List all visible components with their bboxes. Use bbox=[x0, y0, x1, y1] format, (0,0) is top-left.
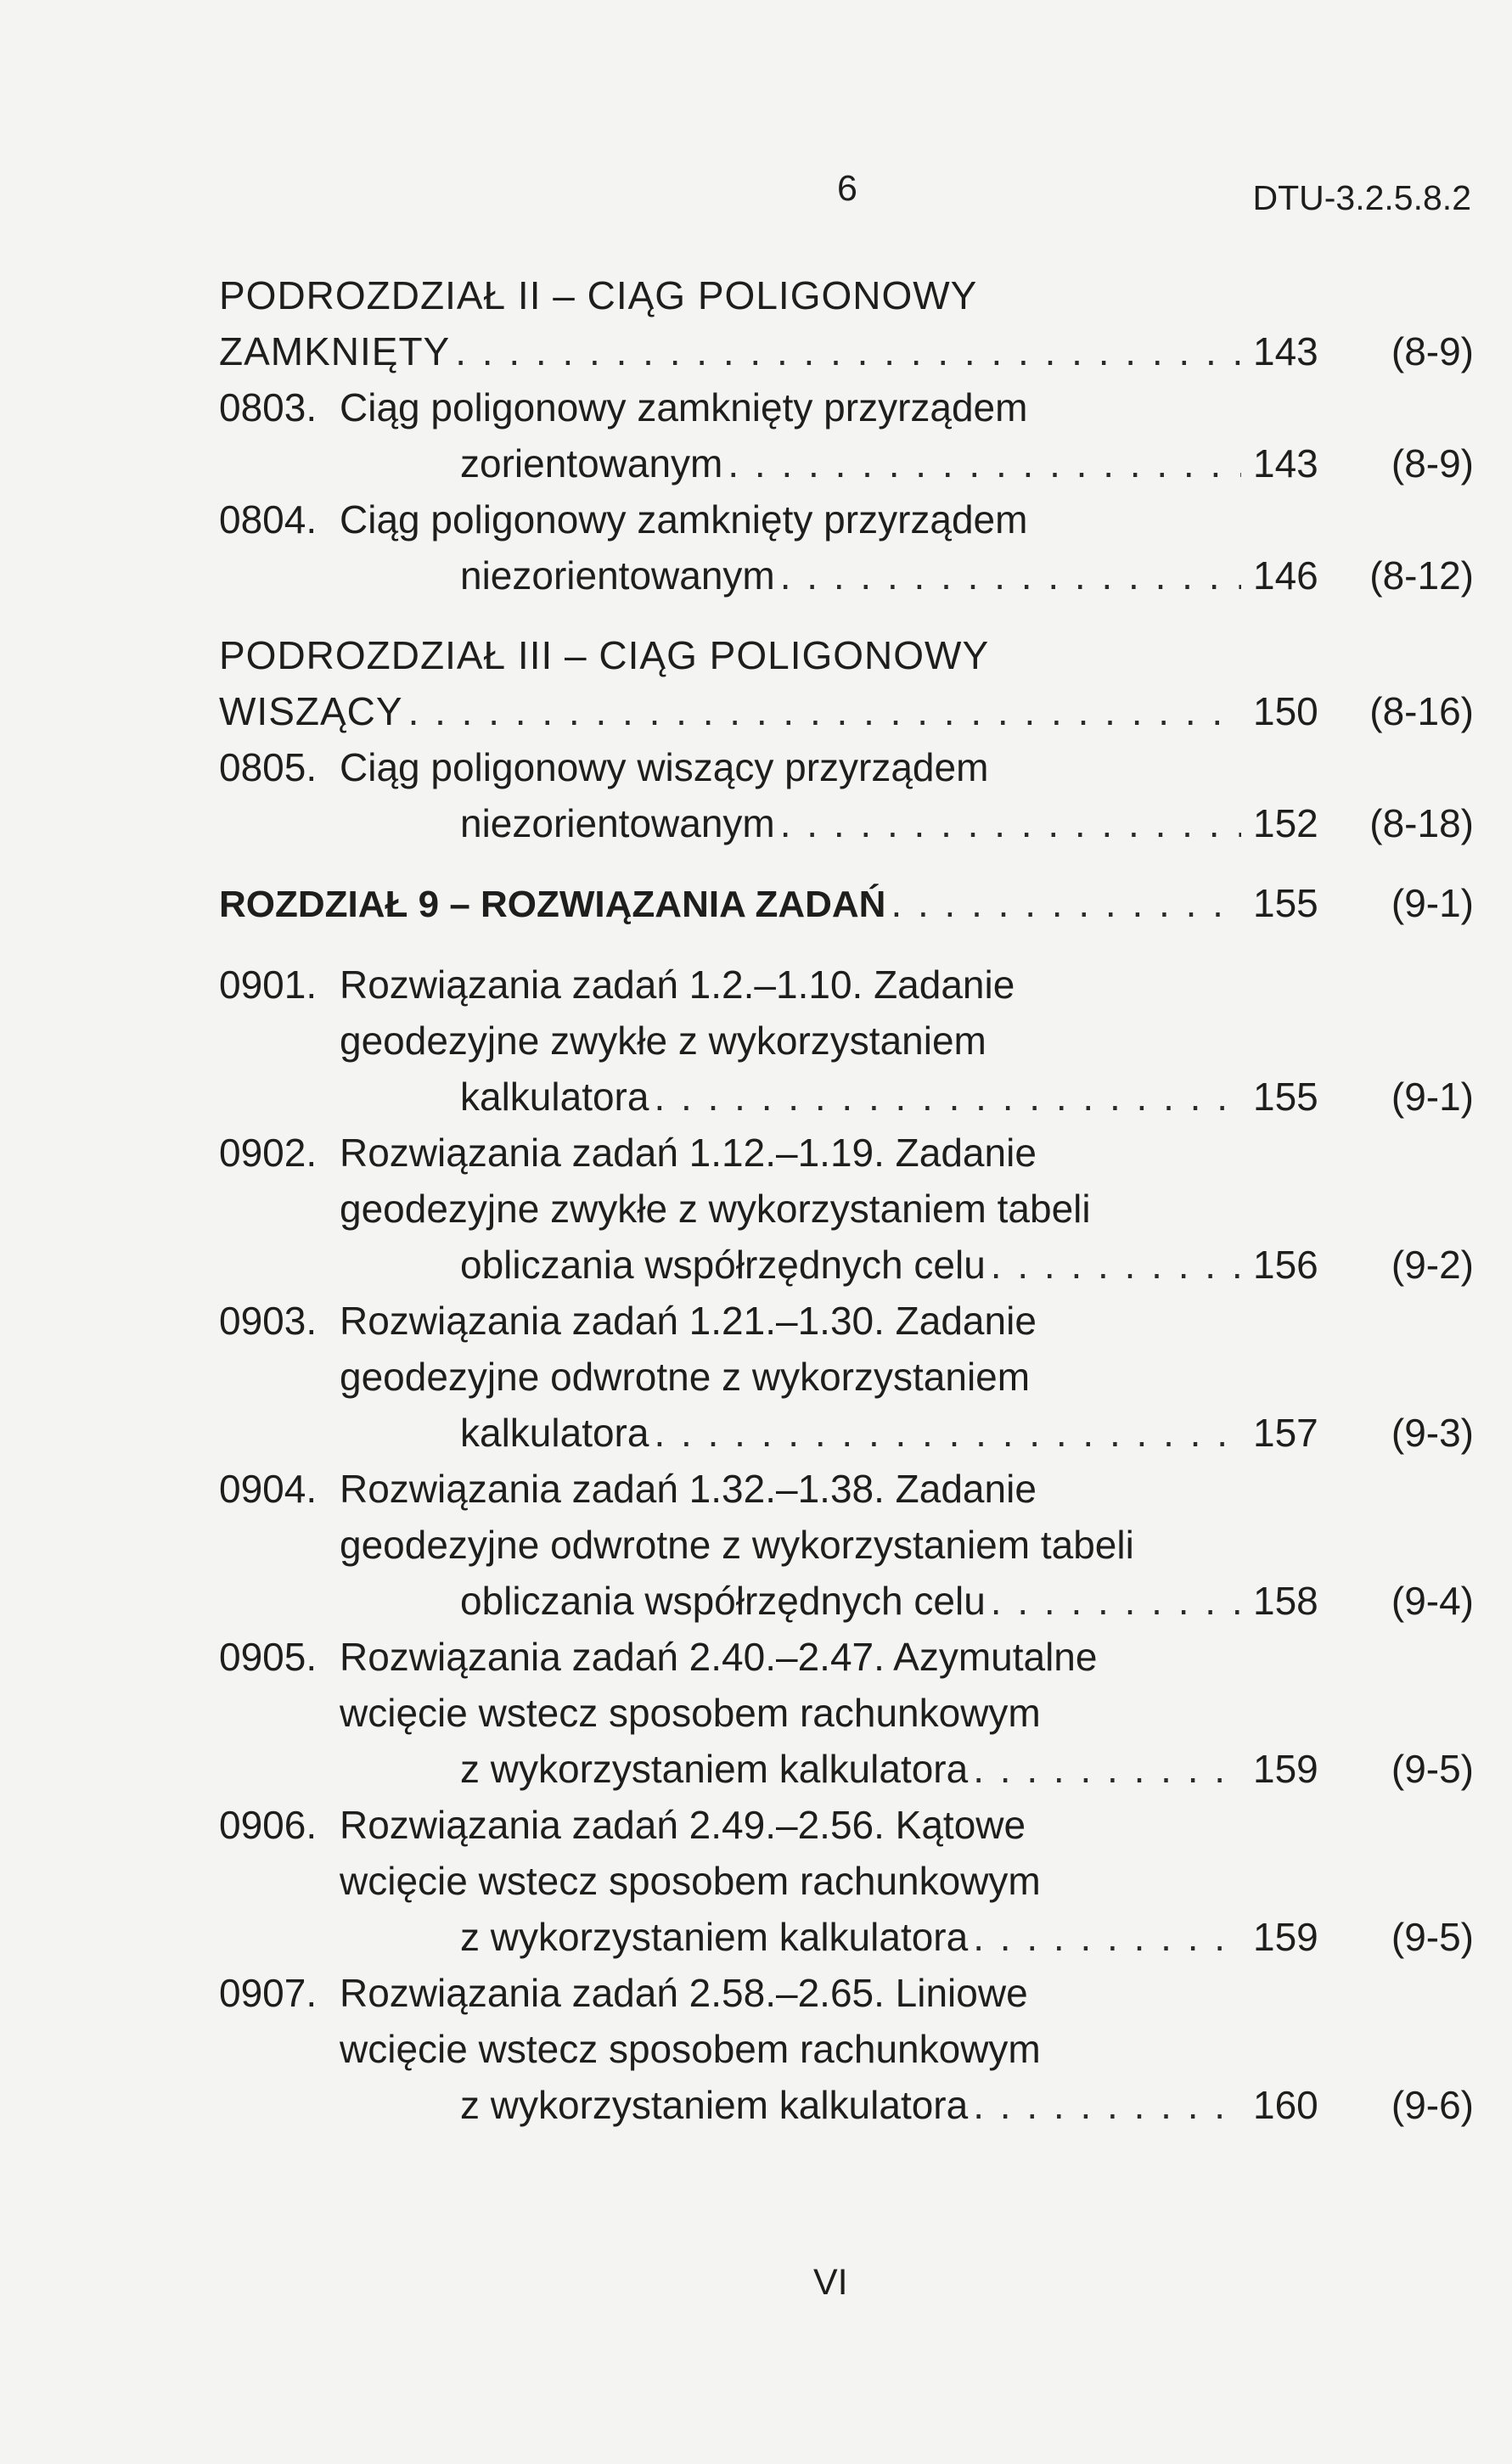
toc-entry-number: 0901. bbox=[219, 963, 318, 1007]
toc-subchapter-heading bbox=[219, 267, 1474, 379]
toc-entry-title-line: wcięcie wstecz sposobem rachunkowym bbox=[340, 1859, 1041, 1903]
toc-section-ref: (8-18) bbox=[1369, 801, 1474, 845]
dot-leader bbox=[973, 1909, 1241, 1965]
toc-entry-number: 0907. bbox=[219, 1971, 318, 2015]
toc-page-number: 143 bbox=[1253, 441, 1318, 486]
toc-entry-title-line: Ciąg poligonowy zamknięty przyrządem bbox=[340, 385, 1028, 429]
toc-page-number: 146 bbox=[1253, 553, 1318, 598]
toc-page-number: 156 bbox=[1253, 1243, 1318, 1287]
toc-entry-title-line: PODROZDZIAŁ III – CIĄG POLIGONOWY bbox=[219, 633, 990, 677]
toc-entry-number: 0904. bbox=[219, 1467, 318, 1511]
toc-entry-title-line: geodezyjne zwykłe z wykorzystaniem bbox=[340, 1019, 986, 1063]
toc-page-number: 155 bbox=[1253, 881, 1318, 925]
toc-section-ref: (9-2) bbox=[1391, 1243, 1474, 1287]
dot-leader bbox=[891, 875, 1241, 931]
toc-page-number: 150 bbox=[1253, 689, 1318, 733]
toc-entry-title-last-line: z wykorzystaniem kalkulatora bbox=[460, 1915, 969, 1959]
toc-entry-title-line: Ciąg poligonowy zamknięty przyrządem bbox=[340, 497, 1028, 542]
toc-entry-title-last-line: WISZĄCY bbox=[219, 689, 403, 733]
toc-section-ref: (8-9) bbox=[1391, 441, 1474, 486]
toc-entry-title-line: wcięcie wstecz sposobem rachunkowym bbox=[340, 1691, 1041, 1735]
toc-page-number: 159 bbox=[1253, 1915, 1318, 1959]
toc-entry-title-last-line: ZAMKNIĘTY bbox=[219, 329, 451, 373]
toc-section-ref: (8-12) bbox=[1369, 553, 1474, 598]
dot-leader bbox=[780, 547, 1241, 603]
toc-entry-title-line: geodezyjne zwykłe z wykorzystaniem tabeli bbox=[340, 1187, 1091, 1231]
dot-leader bbox=[973, 2077, 1241, 2133]
dot-leader bbox=[991, 1237, 1241, 1293]
toc-entry-title-line: Rozwiązania zadań 1.2.–1.10. Zadanie bbox=[340, 963, 1015, 1007]
toc-entry-number: 0805. bbox=[219, 745, 318, 789]
toc-subchapter-heading bbox=[219, 627, 1474, 739]
footer-page-roman: VI bbox=[813, 2262, 848, 2303]
toc-entry-title-line: Rozwiązania zadań 2.58.–2.65. Liniowe bbox=[340, 1971, 1028, 2015]
dot-leader bbox=[973, 1741, 1241, 1797]
toc-entry bbox=[219, 1125, 1474, 1293]
dot-leader bbox=[408, 683, 1241, 739]
toc-entry-title-line: wcięcie wstecz sposobem rachunkowym bbox=[340, 2027, 1041, 2071]
toc-section-ref: (9-4) bbox=[1391, 1579, 1474, 1623]
page-number: 6 bbox=[837, 168, 857, 209]
document-code: DTU-3.2.5.8.2 bbox=[1252, 178, 1471, 217]
toc-entry-title-last-line: z wykorzystaniem kalkulatora bbox=[460, 2083, 969, 2127]
toc-section-ref: (8-9) bbox=[1391, 329, 1474, 373]
toc-entry-title-last-line: obliczania współrzędnych celu bbox=[460, 1579, 986, 1623]
chapter-title: ROZDZIAŁ 9 – ROZWIĄZANIA ZADAŃ bbox=[219, 884, 886, 925]
toc-entry-title-last-line: zorientowanym bbox=[460, 441, 723, 486]
toc-entry-title-last-line: kalkulatora bbox=[460, 1411, 649, 1455]
toc-entry-number: 0906. bbox=[219, 1803, 318, 1847]
toc-page-number: 143 bbox=[1253, 329, 1318, 373]
toc-section-ref: (9-5) bbox=[1391, 1915, 1474, 1959]
toc-section-ref: (9-3) bbox=[1391, 1411, 1474, 1455]
toc-entry-number: 0905. bbox=[219, 1635, 318, 1679]
toc-entry-title-last-line: obliczania współrzędnych celu bbox=[460, 1243, 986, 1287]
toc-entry-number: 0803. bbox=[219, 385, 318, 429]
dot-leader bbox=[991, 1573, 1241, 1629]
toc-section-ref: (9-5) bbox=[1391, 1747, 1474, 1791]
dot-leader bbox=[654, 1405, 1241, 1461]
toc-entry-title-line: Rozwiązania zadań 2.49.–2.56. Kątowe bbox=[340, 1803, 1026, 1847]
toc-entry-title-last-line: kalkulatora bbox=[460, 1075, 649, 1119]
toc-entry-number: 0804. bbox=[219, 497, 318, 542]
toc-entry-number: 0902. bbox=[219, 1131, 318, 1175]
toc-entry-title-line: Rozwiązania zadań 1.21.–1.30. Zadanie bbox=[340, 1299, 1037, 1343]
dot-leader bbox=[728, 435, 1241, 491]
toc-section-ref: (8-16) bbox=[1369, 689, 1474, 733]
toc-page-number: 159 bbox=[1253, 1747, 1318, 1791]
toc-section-ref: (9-6) bbox=[1391, 2083, 1474, 2127]
toc-page-number: 152 bbox=[1253, 801, 1318, 845]
toc-entry-title-line: Rozwiązania zadań 1.12.–1.19. Zadanie bbox=[340, 1131, 1037, 1175]
toc-entry bbox=[219, 1629, 1474, 1797]
toc-entry bbox=[219, 1797, 1474, 1965]
toc-entry-title-last-line: niezorientowanym bbox=[460, 553, 775, 598]
toc-entry bbox=[219, 957, 1474, 1125]
dot-leader bbox=[455, 323, 1241, 379]
dot-leader bbox=[780, 795, 1241, 851]
toc-entry bbox=[219, 1461, 1474, 1629]
toc-entry bbox=[219, 379, 1474, 491]
table-of-contents bbox=[219, 267, 1474, 2133]
toc-entry-title-line: PODROZDZIAŁ II – CIĄG POLIGONOWY bbox=[219, 273, 978, 317]
toc-entry-number: 0903. bbox=[219, 1299, 318, 1343]
toc-page-number: 157 bbox=[1253, 1411, 1318, 1455]
toc-entry-title-last-line: niezorientowanym bbox=[460, 801, 775, 845]
toc-section-ref: (9-1) bbox=[1391, 881, 1474, 925]
toc-entry-title-line: Ciąg poligonowy wiszący przyrządem bbox=[340, 745, 989, 789]
toc-entry-title-line: geodezyjne odwrotne z wykorzystaniem tabeli bbox=[340, 1523, 1134, 1567]
toc-entry bbox=[219, 491, 1474, 603]
toc-entry bbox=[219, 1965, 1474, 2133]
toc-entry bbox=[219, 739, 1474, 851]
toc-section-ref: (9-1) bbox=[1391, 1075, 1474, 1119]
toc-entry-title-line: Rozwiązania zadań 1.32.–1.38. Zadanie bbox=[340, 1467, 1037, 1511]
toc-page-number: 155 bbox=[1253, 1075, 1318, 1119]
toc-entry-title-last-line: z wykorzystaniem kalkulatora bbox=[460, 1747, 969, 1791]
toc-chapter-entry bbox=[219, 875, 1474, 933]
toc-entry bbox=[219, 1293, 1474, 1461]
dot-leader bbox=[654, 1069, 1241, 1125]
toc-page-number: 160 bbox=[1253, 2083, 1318, 2127]
toc-entry-title-line: geodezyjne odwrotne z wykorzystaniem bbox=[340, 1355, 1031, 1399]
toc-page-number: 158 bbox=[1253, 1579, 1318, 1623]
toc-entry-title-line: Rozwiązania zadań 2.40.–2.47. Azymutalne bbox=[340, 1635, 1098, 1679]
